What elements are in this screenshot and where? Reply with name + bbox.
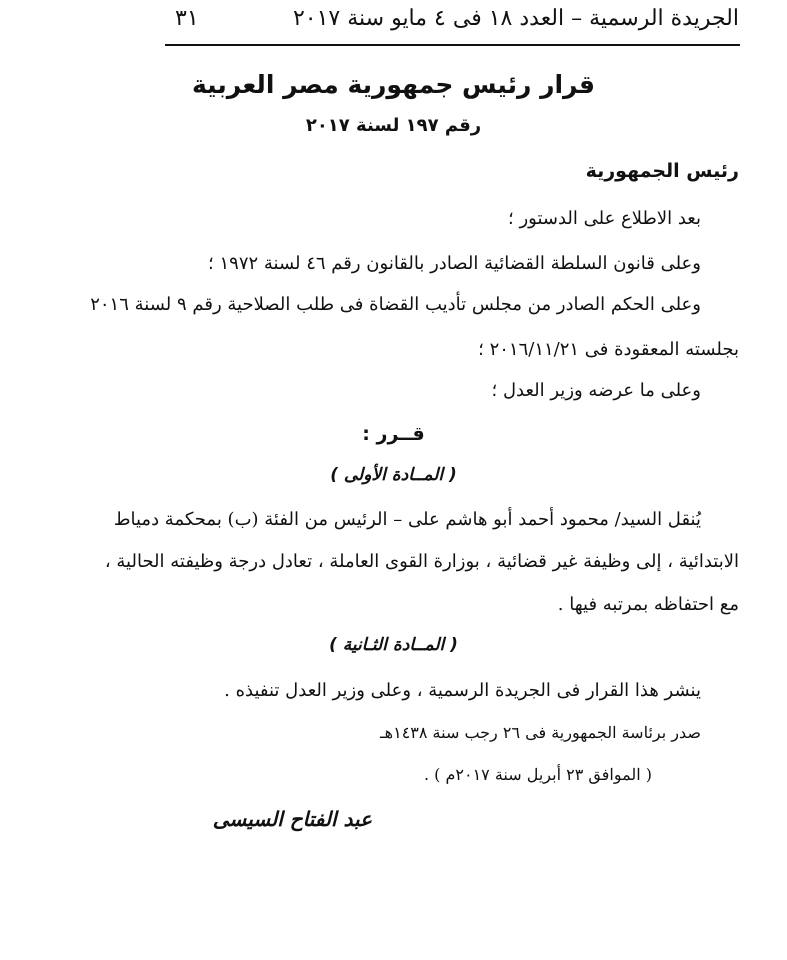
article-2-line: ينشر هذا القرار فى الجريدة الرسمية ، وعلى وزير العدل تنفيذه . xyxy=(224,680,701,701)
signature: عبد الفتاح السيسى xyxy=(212,807,372,831)
corresponding-date: ( الموافق ٢٣ أبريل سنة ٢٠١٧م ) . xyxy=(423,765,652,784)
gazette-header-title: الجريدة الرسمية – العدد ١٨ فى ٤ مايو سنة ٢٠١٧ xyxy=(292,6,739,31)
article-1-line: الابتدائية ، إلى وظيفة غير قضائية ، بوزارة القوى العاملة ، تعادل درجة وظيفته الحالية ، xyxy=(104,551,739,572)
issued-date: صدر برئاسة الجمهورية فى ٢٦ رجب سنة ١٤٣٨هـ xyxy=(379,723,701,742)
preamble-line: بجلسته المعقودة فى ٢٠١٦/١١/٢١ ؛ xyxy=(478,339,739,360)
preamble-line: وعلى قانون السلطة القضائية الصادر بالقانون رقم ٤٦ لسنة ١٩٧٢ ؛ xyxy=(208,253,701,274)
article-1-line: مع احتفاظه بمرتبه فيها . xyxy=(557,594,739,615)
issuer-heading: رئيس الجمهورية xyxy=(585,160,739,182)
article-1-heading: ( المــادة الأولى ) xyxy=(330,465,457,485)
header-divider xyxy=(165,44,740,46)
decree-number: رقم ١٩٧ لسنة ٢٠١٧ xyxy=(305,115,482,136)
article-2-heading: ( المــادة الثـانية ) xyxy=(329,635,458,655)
preamble-line: وعلى ما عرضه وزير العدل ؛ xyxy=(491,380,701,401)
preamble-line: وعلى الحكم الصادر من مجلس تأديب القضاة فى طلب الصلاحية رقم ٩ لسنة ٢٠١٦ xyxy=(90,294,701,315)
preamble-line: بعد الاطلاع على الدستور ؛ xyxy=(508,208,701,229)
page-number: ٣١ xyxy=(175,6,199,31)
decree-title: قرار رئيس جمهورية مصر العربية xyxy=(192,70,595,99)
decided-label: قــرر : xyxy=(362,423,425,445)
article-1-line: يُنقل السيد/ محمود أحمد أبو هاشم على – الرئيس من الفئة (ب) بمحكمة دمياط xyxy=(113,509,701,530)
